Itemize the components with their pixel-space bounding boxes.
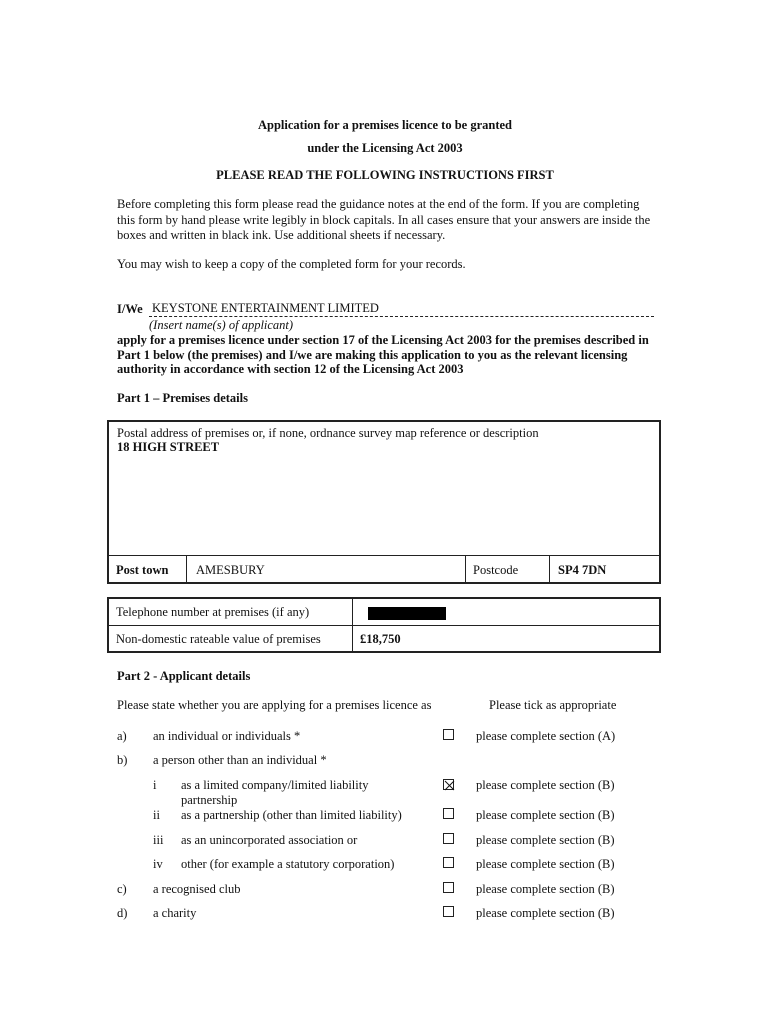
checked-x-icon: [444, 780, 455, 791]
checkbox-limited-company[interactable]: [443, 779, 454, 790]
option-label-continued: partnership: [181, 793, 238, 807]
form-subtitle: under the Licensing Act 2003: [307, 141, 463, 155]
telephone-redaction: [368, 607, 446, 620]
applicant-prefix: I/We: [117, 302, 143, 316]
applicant-name-line: [149, 316, 654, 317]
telephone-sep: [352, 598, 353, 652]
records-note: You may wish to keep a copy of the completed form for your records.: [117, 257, 466, 271]
option-instruction: please complete section (B): [476, 808, 615, 822]
postcode-label: Postcode: [473, 563, 519, 577]
post-town-sep-2: [465, 556, 466, 583]
post-town-sep-3: [549, 556, 550, 583]
applicant-name-hint: (Insert name(s) of applicant): [149, 318, 294, 332]
post-town-sep-1: [186, 556, 187, 583]
option-label: as a limited company/limited liability: [181, 778, 369, 792]
option-instruction: please complete section (A): [476, 729, 616, 743]
option-marker: b): [117, 753, 128, 767]
post-town-divider: [108, 555, 660, 556]
checkbox-individual[interactable]: [443, 729, 454, 740]
option-marker: iv: [153, 857, 163, 871]
intro-paragraph: Before completing this form please read the guidance notes at the end of the form. If you are completing this form by hand please write legibly in block capitals. In all cases ensure that your answers are inside the boxes and written in black ink. Use additional sheets if necessary.: [117, 197, 651, 242]
applicant-name-field[interactable]: KEYSTONE ENTERTAINMENT LIMITED: [152, 301, 379, 315]
application-statement: apply for a premises licence under section 17 of the Licensing Act 2003 for the premises described in Part 1 below (the premises) and I/we are making this application to you as the relevant licensing authority in accordance with section 12 of the Licensing Act 2003: [117, 333, 649, 377]
checkbox-unincorporated[interactable]: [443, 833, 454, 844]
post-town-label: Post town: [116, 563, 169, 577]
option-marker: iii: [153, 833, 164, 847]
rateable-label: Non-domestic rateable value of premises: [116, 632, 321, 646]
option-marker: ii: [153, 808, 160, 822]
option-label: an individual or individuals *: [153, 729, 301, 743]
post-town-value[interactable]: AMESBURY: [196, 563, 265, 577]
option-marker: c): [117, 882, 127, 896]
telephone-label: Telephone number at premises (if any): [116, 605, 310, 619]
option-instruction: please complete section (B): [476, 833, 615, 847]
option-label: other (for example a statutory corporation): [181, 857, 395, 871]
part1-heading: Part 1 – Premises details: [117, 391, 248, 405]
checkbox-partnership[interactable]: [443, 808, 454, 819]
option-marker: a): [117, 729, 127, 743]
applicant-type-question: Please state whether you are applying for a premises licence as: [117, 698, 432, 712]
telephone-divider: [108, 625, 660, 626]
option-label: a charity: [153, 906, 197, 920]
option-instruction: please complete section (B): [476, 882, 615, 896]
checkbox-recognised-club[interactable]: [443, 882, 454, 893]
option-instruction: please complete section (B): [476, 778, 615, 792]
checkbox-charity[interactable]: [443, 906, 454, 917]
option-label: as a partnership (other than limited liability): [181, 808, 402, 822]
option-instruction: please complete section (B): [476, 857, 615, 871]
option-marker: i: [153, 778, 157, 792]
address-value[interactable]: 18 HIGH STREET: [117, 440, 220, 454]
option-label: as an unincorporated association or: [181, 833, 358, 847]
postcode-value[interactable]: SP4 7DN: [558, 563, 607, 577]
option-label: a recognised club: [153, 882, 241, 896]
instructions-heading: PLEASE READ THE FOLLOWING INSTRUCTIONS FIRST: [216, 168, 554, 182]
part2-heading: Part 2 - Applicant details: [117, 669, 251, 683]
tick-header: Please tick as appropriate: [489, 698, 617, 712]
address-label: Postal address of premises or, if none, ordnance survey map reference or description: [117, 426, 539, 440]
rateable-value[interactable]: £18,750: [360, 632, 401, 646]
checkbox-other[interactable]: [443, 857, 454, 868]
option-label: a person other than an individual *: [153, 753, 327, 767]
option-instruction: please complete section (B): [476, 906, 615, 920]
option-marker: d): [117, 906, 128, 920]
form-title: Application for a premises licence to be granted: [257, 118, 513, 132]
